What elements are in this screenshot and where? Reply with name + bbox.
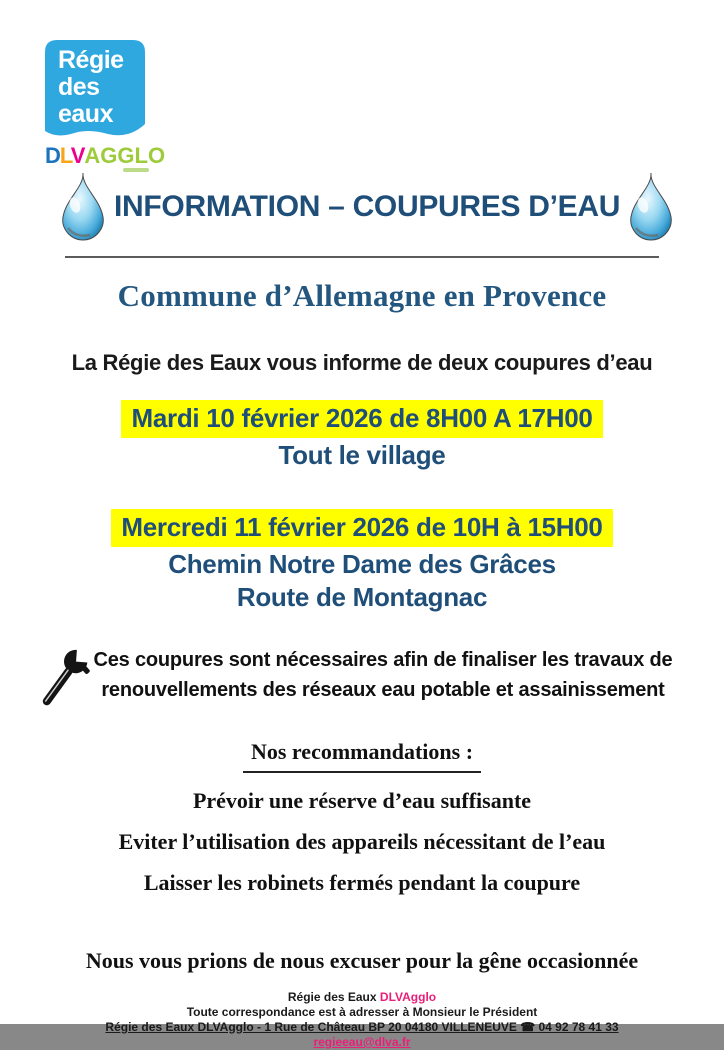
apology-text: Nous vous prions de nous excuser pour la gêne occasionnée xyxy=(85,948,639,973)
recommendation-item: Laisser les robinets fermés pendant la coupure xyxy=(143,870,581,895)
outage-2-location: Chemin Notre Dame des Grâces xyxy=(168,549,556,579)
logo-wordmark xyxy=(58,47,124,128)
outage-2-date-line xyxy=(0,509,724,547)
footer-address-phone: Régie des Eaux DLVAgglo - 1 Rue de Château BP 20 04180 VILLENEUVE ☎ 04 92 78 41 33 xyxy=(105,1020,619,1034)
reason-text xyxy=(90,645,676,705)
header-divider xyxy=(65,256,659,258)
dlv-letter-d: D xyxy=(45,143,60,168)
recommendations-heading-row xyxy=(0,739,724,773)
dlvagglo-wordmark xyxy=(45,145,165,172)
footer-org-line xyxy=(0,990,724,1005)
water-drop-icon xyxy=(58,172,108,242)
recommendation-item: Eviter l’utilisation des appareils nécessitant de l’eau xyxy=(118,829,606,854)
outage-1-date-line xyxy=(0,400,724,438)
footer-email-row xyxy=(0,1035,724,1050)
reason-line: renouvellements des réseaux eau potable et assainissement xyxy=(101,679,665,701)
footer-org-name: Régie des Eaux xyxy=(287,990,380,1004)
recommendations-heading: Nos recommandations : xyxy=(243,739,481,773)
commune-heading: Commune d’Allemagne en Provence xyxy=(117,278,607,313)
dlv-letter-v: V xyxy=(70,143,85,168)
outage-1-date-highlight: Mardi 10 février 2026 de 8H00 A 17H00 xyxy=(121,400,602,438)
logo-tagline-smudge xyxy=(123,168,149,172)
footer-org-brand: DLVAgglo xyxy=(379,990,437,1004)
recommendation-item: Prévoir une réserve d’eau suffisante xyxy=(192,788,532,813)
reason-line: Ces coupures sont nécessaires afin de finaliser les travaux de xyxy=(93,649,673,671)
page-title: INFORMATION – COUPURES D’EAU xyxy=(114,190,621,223)
outage-2-date-highlight: Mercredi 11 février 2026 de 10H à 15H00 xyxy=(111,509,612,547)
logo-word-line: des xyxy=(58,73,100,101)
wrench-icon xyxy=(36,641,90,717)
agglo-word: AGGLO xyxy=(84,143,166,168)
water-drop-icon xyxy=(626,172,676,242)
footer xyxy=(0,990,724,1050)
intro-text: La Régie des Eaux vous informe de deux coupures d’eau xyxy=(71,350,653,375)
email-link[interactable]: regieeau@dlva.fr xyxy=(313,1035,411,1049)
logo-word-line: eaux xyxy=(58,100,113,128)
outage-1-location: Tout le village xyxy=(278,440,446,470)
dlv-letter-l: L xyxy=(59,143,71,168)
footer-correspondence: Toute correspondance est à adresser à Monsieur le Président xyxy=(186,1005,538,1019)
logo-word-line: Régie xyxy=(58,46,124,74)
regie-des-eaux-logo-box xyxy=(45,40,145,142)
regie-des-eaux-logo xyxy=(45,40,165,172)
outage-2-location: Route de Montagnac xyxy=(236,582,488,612)
reason-section xyxy=(36,639,676,717)
